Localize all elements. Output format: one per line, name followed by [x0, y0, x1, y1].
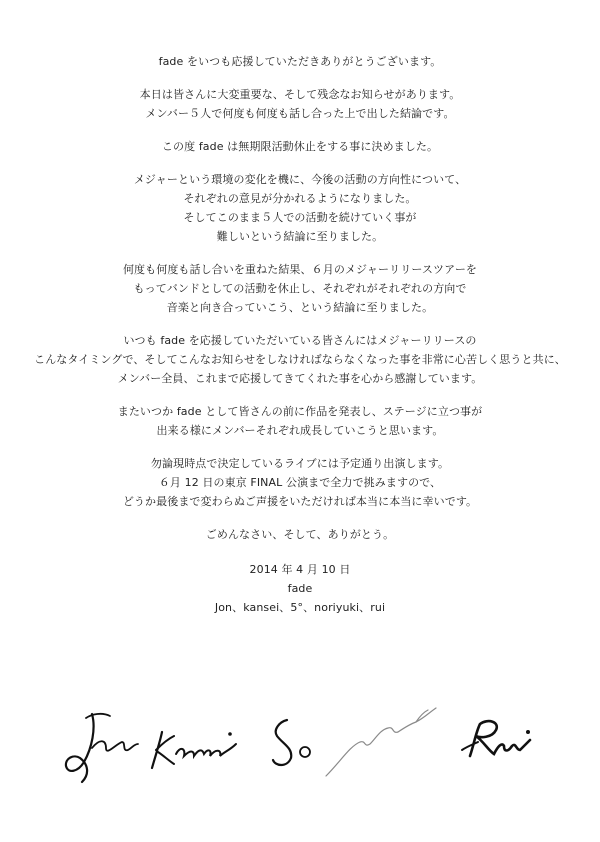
letter-line: メンバー５人で何度も何度も話し合った上で出した結論です。	[145, 107, 455, 120]
handwritten-signatures	[0, 700, 600, 800]
letter-line: 本日は皆さんに大変重要な、そして残念なお知らせがあります。	[139, 88, 461, 101]
paragraph-conclusion	[0, 260, 600, 317]
letter-line: こんなタイミングで、そしてこんなお知らせをしなければならなくなった事を非常に心苦しく思うと共に、	[34, 353, 566, 366]
letter-line: それぞれの意見が分かれるようになりました。	[183, 192, 417, 205]
letter-body	[0, 52, 600, 617]
letter-line: またいつか fade として皆さんの前に作品を発表し、ステージに立つ事が	[117, 405, 483, 418]
signature-kansei	[150, 724, 240, 774]
letter-line: 何度も何度も話し合いを重ねた結果、６月のメジャーリリースツアーを	[122, 263, 478, 276]
letter-line: 勿論現時点で決定しているライブには予定通り出演します。	[150, 457, 450, 470]
letter-date: 2014 年 4 月 10 日	[249, 563, 351, 576]
paragraph-greeting	[0, 52, 600, 71]
letter-line: ごめんなさい、そして、ありがとう。	[205, 528, 395, 541]
letter-line: いつも fade を応援していただいている皆さんにはメジャーリリースの	[123, 334, 477, 347]
paragraph-live	[0, 454, 600, 511]
paragraph-hiatus	[0, 137, 600, 156]
letter-line: この度 fade は無期限活動休止をする事に決めました。	[161, 140, 439, 153]
member-names: Jon、kansei、5°、noriyuki、rui	[214, 601, 386, 614]
letter-line: そしてこのまま５人での活動を続けていく事が	[183, 211, 417, 224]
signature-rui	[458, 716, 548, 766]
paragraph-reason	[0, 170, 600, 246]
letter-line: 音楽と向き合っていこう、という結論に至りました。	[166, 301, 434, 314]
signature-noriyuki	[320, 702, 440, 782]
letter-line: メジャーという環境の変化を機に、今後の活動の方向性について、	[133, 173, 467, 186]
paragraph-thanks	[0, 331, 600, 388]
signature-jon	[62, 708, 142, 788]
letter-line: メンバー全員、これまで応援してきてくれた事を心から感謝しています。	[117, 372, 483, 385]
signature-5-degree	[265, 714, 325, 774]
letter-line: 出来る様にメンバーそれぞれ成長していこうと思います。	[156, 424, 444, 437]
letter-line: ６月 12 日の東京 FINAL 公演まで全力で挑みますので、	[158, 476, 442, 489]
band-name: fade	[287, 582, 313, 595]
letter-line: fade をいつも応援していただきありがとうございます。	[158, 55, 442, 68]
paragraph-announcement	[0, 85, 600, 123]
paragraph-future	[0, 402, 600, 440]
letter-line: もってバンドとしての活動を休止し、それぞれがそれぞれの方向で	[133, 282, 467, 295]
paragraph-closing	[0, 525, 600, 544]
letter-line: どうか最後まで変わらぬご声援をいただければ本当に本当に幸いです。	[122, 495, 478, 508]
signature-block	[0, 560, 600, 617]
letter-line: 難しいという結論に至りました。	[216, 230, 384, 243]
